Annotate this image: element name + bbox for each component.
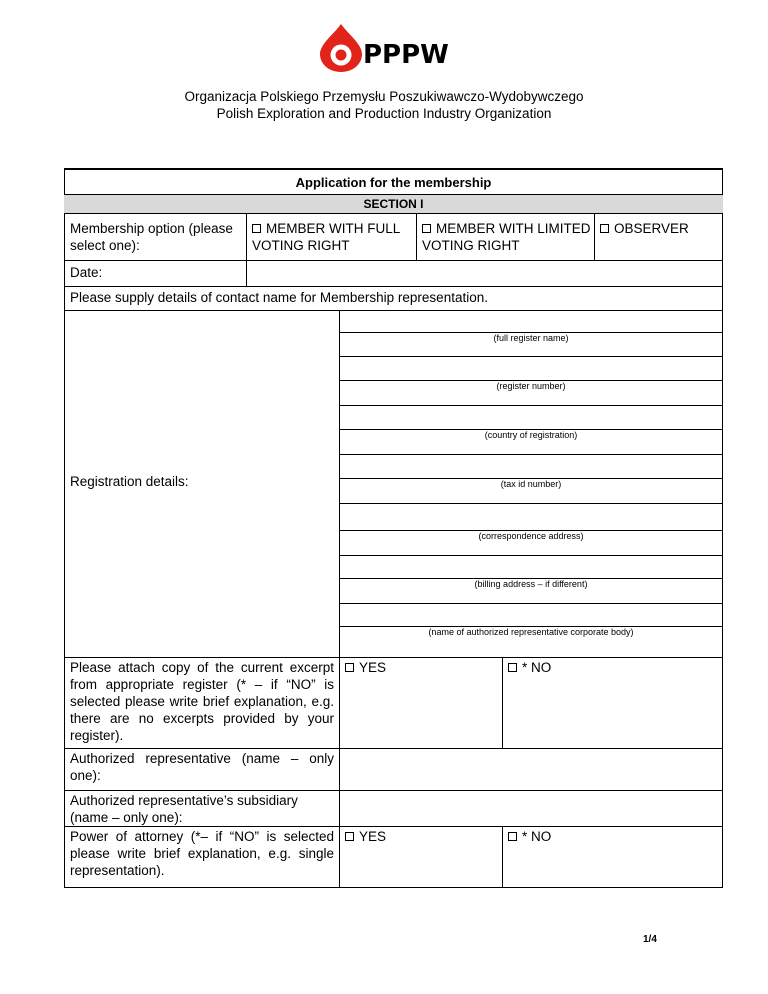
membership-form: [64, 168, 723, 888]
registration-label: Registration details:: [70, 474, 189, 489]
divider: [502, 657, 503, 748]
section-heading: SECTION I: [64, 194, 723, 214]
checkbox-icon[interactable]: [345, 832, 354, 841]
pppw-logo: [318, 22, 468, 74]
country-of-registration-input[interactable]: [340, 406, 722, 429]
billing-address-input[interactable]: [340, 556, 722, 578]
divider: [64, 657, 723, 658]
billing-address-caption: (billing address – if different): [474, 579, 588, 589]
poa-yes-label: YES: [359, 829, 387, 844]
org-name-polish: Organizacja Polskiego Przemysłu Poszukiwawczo-Wydobywczego: [184, 89, 584, 104]
excerpt-yes-label: YES: [359, 660, 387, 675]
divider: [594, 214, 595, 260]
option-full-voting[interactable]: [252, 220, 417, 254]
checkbox-icon[interactable]: [508, 663, 517, 672]
excerpt-yes-option[interactable]: [345, 659, 386, 676]
tax-id-caption: (tax id number): [500, 479, 562, 489]
divider: [416, 214, 417, 260]
membership-option-label: Membership option (please select one):: [70, 221, 233, 253]
oil-drop-icon: [318, 22, 364, 74]
excerpt-label: Please attach copy of the current excerpt from appropriate register (* – if “NO” is selected please write brief explanation, e.g. there are no excerpts provided by your register).: [70, 660, 334, 743]
option-observer[interactable]: [600, 220, 720, 237]
checkbox-icon[interactable]: [600, 224, 609, 233]
divider: [339, 816, 340, 888]
excerpt-no-label: * NO: [522, 660, 552, 675]
divider: [64, 826, 723, 827]
checkbox-icon[interactable]: [422, 224, 431, 233]
page-number: 1/4: [643, 934, 657, 945]
auth-rep-subsidiary-label: Authorized representative’s subsidiary (name – only one):: [70, 793, 298, 825]
form-title: Application for the membership: [295, 174, 492, 190]
authorized-corporate-body-caption: (name of authorized representative corporate body): [428, 627, 634, 637]
poa-yes-option[interactable]: [345, 828, 386, 845]
tax-id-input[interactable]: [340, 455, 722, 478]
poa-no-label: * NO: [522, 829, 552, 844]
option-full-voting-label: MEMBER WITH FULL VOTING RIGHT: [252, 221, 400, 253]
checkbox-icon[interactable]: [345, 663, 354, 672]
full-register-name-caption: (full register name): [493, 333, 569, 343]
checkbox-icon[interactable]: [252, 224, 261, 233]
checkbox-icon[interactable]: [508, 832, 517, 841]
auth-rep-label: Authorized representative (name – only one):: [70, 751, 334, 783]
auth-rep-input[interactable]: [340, 749, 722, 790]
option-observer-label: OBSERVER: [614, 221, 689, 236]
power-of-attorney-label: Power of attorney (*– if “NO” is selected please write brief explanation, e.g. single representation).: [70, 829, 334, 878]
divider: [64, 286, 723, 287]
contact-instructions: Please supply details of contact name for Membership representation.: [70, 290, 488, 305]
full-register-name-input[interactable]: [340, 311, 722, 332]
correspondence-address-input[interactable]: [340, 504, 722, 530]
logo-text: PPPW: [363, 40, 449, 70]
correspondence-address-caption: (correspondence address): [478, 531, 584, 541]
register-number-input[interactable]: [340, 357, 722, 380]
date-input[interactable]: [247, 261, 722, 286]
date-label: Date:: [70, 265, 103, 280]
org-name-english: Polish Exploration and Production Industry Organization: [216, 106, 552, 121]
auth-rep-subsidiary-input[interactable]: [340, 791, 722, 826]
country-of-registration-caption: (country of registration): [484, 430, 578, 440]
excerpt-no-option[interactable]: [508, 659, 551, 676]
poa-no-option[interactable]: [508, 828, 551, 845]
option-limited-voting-label: MEMBER WITH LIMITED VOTING RIGHT: [422, 221, 591, 253]
register-number-caption: (register number): [496, 381, 566, 391]
divider: [502, 826, 503, 888]
authorized-corporate-body-input[interactable]: [340, 604, 722, 626]
option-limited-voting[interactable]: [422, 220, 594, 254]
